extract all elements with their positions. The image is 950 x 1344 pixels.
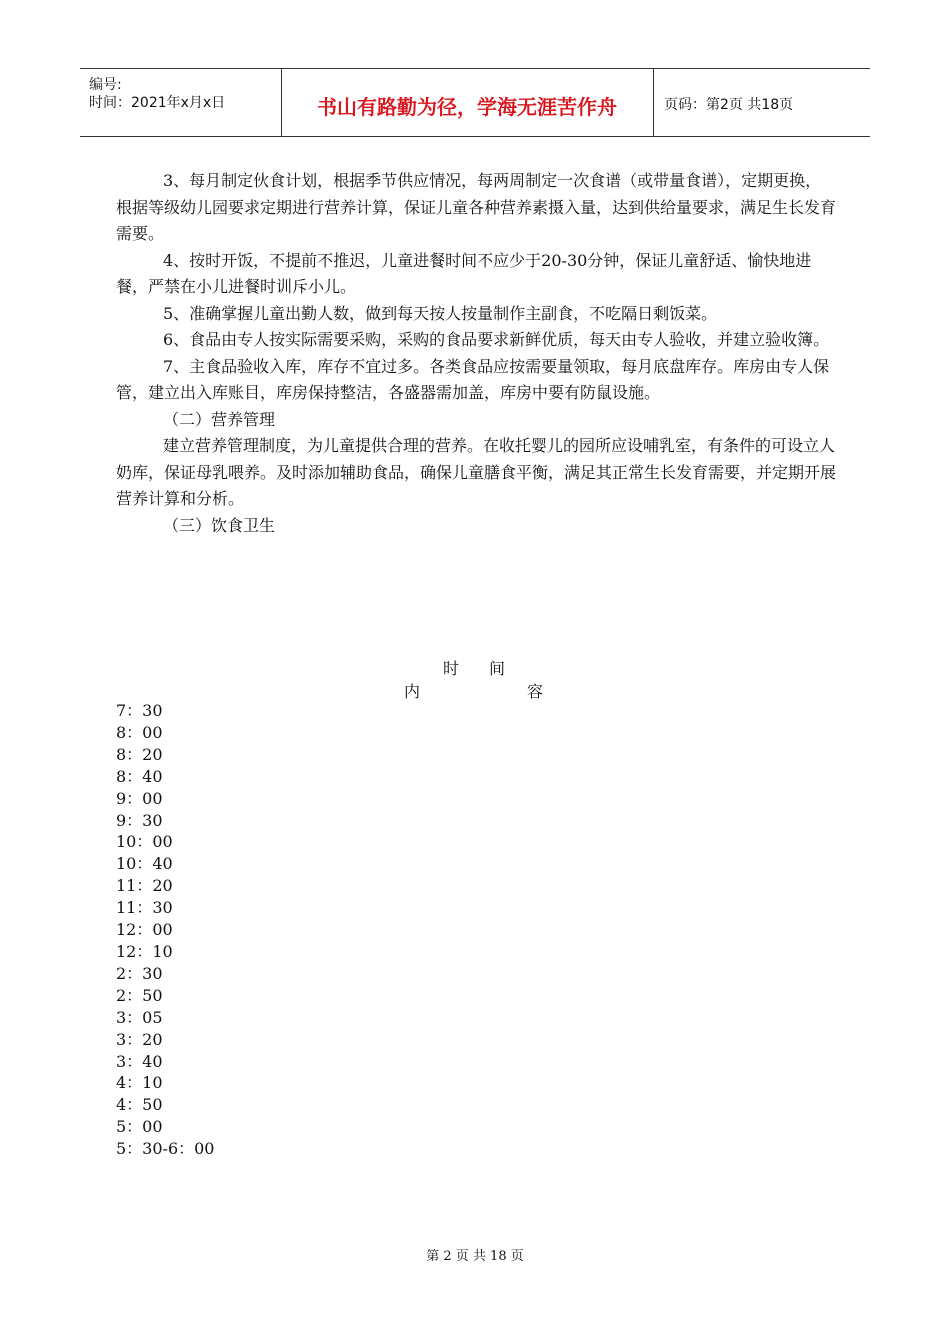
time-row: 3：20 <box>116 1029 163 1049</box>
motto: 书山有路勤为径，学海无涯苦作舟 <box>317 95 617 119</box>
paragraph-5: 5、准确掌握儿童出勤人数，做到每天按人按量制作主副食，不吃隔日剩饭菜。 <box>163 303 718 323</box>
page-header <box>80 68 870 137</box>
time-row: 4：50 <box>116 1095 163 1115</box>
page-info: 页码：第2页 共18页 <box>664 97 794 113</box>
paragraph-4: 4、按时开饭，不提前不推迟，儿童进餐时间不应少于20-30分钟，保证儿童舒适、愉快地进餐，严禁在小儿进餐时训斥小儿。 <box>116 250 812 296</box>
time-row: 9：30 <box>116 810 163 830</box>
table-header-content-1: 内 <box>404 682 421 701</box>
time-list <box>116 700 215 1160</box>
time-row: 9：00 <box>116 788 163 808</box>
time-row: 8：00 <box>116 722 163 742</box>
time-row: 8：20 <box>116 744 163 764</box>
time-row: 7：30 <box>116 701 163 720</box>
number-label: 编号: <box>89 77 122 93</box>
time-row: 12：00 <box>116 920 173 940</box>
time-row: 11：20 <box>116 876 173 896</box>
time-row: 2：50 <box>116 985 163 1005</box>
date-label: 时间：2021年x月x日 <box>89 95 226 111</box>
paragraph-6: 6、食品由专人按实际需要采购，采购的食品要求新鲜优质，每天由专人验收，并建立验收簿。 <box>163 330 830 349</box>
time-row: 2：30 <box>116 963 163 983</box>
time-row: 3：40 <box>116 1051 163 1071</box>
document-body <box>116 168 836 539</box>
page-footer: 第 2 页 共 18 页 <box>426 1249 524 1264</box>
header-page-cell <box>654 69 870 136</box>
time-row: 10：40 <box>116 854 173 874</box>
section-2-text: 建立营养管理制度，为儿童提供合理的营养。在收托婴儿的园所应设哺乳室，有条件的可设立人奶库，保证母乳喂养。及时添加辅助食品，确保儿童膳食平衡，满足其正常生长发育需要，并定期开展营养计算和分析。 <box>116 436 837 508</box>
time-row: 8：40 <box>116 766 163 786</box>
time-row: 5：30-6：00 <box>116 1139 215 1159</box>
section-3-title: （三）饮食卫生 <box>163 515 276 535</box>
paragraph-3: 3、每月制定伙食计划，根据季节供应情况，每两周制定一次食谱（或带量食谱），定期更换，根据等级幼儿园要求定期进行营养计算，保证儿童各种营养素摄入量，达到供给量要求，满足生长发育需要。 <box>116 171 837 243</box>
time-row: 4：10 <box>116 1073 163 1093</box>
table-header-content <box>404 679 543 702</box>
time-row: 5：00 <box>116 1117 163 1137</box>
section-2-title: （二）营养管理 <box>163 409 276 429</box>
time-row: 10：00 <box>116 832 173 852</box>
table-header-content-2: 容 <box>527 682 544 701</box>
paragraph-7: 7、主食品验收入库，库存不宜过多。各类食品应按需要量领取，每月底盘库存。库房由专人保管，建立出入库账目，库房保持整洁，各盛器需加盖，库房中要有防鼠设施。 <box>116 356 830 402</box>
table-header-time: 时间 <box>443 659 536 678</box>
header-left-cell <box>80 69 282 136</box>
time-row: 12：10 <box>116 941 173 961</box>
time-row: 11：30 <box>116 898 173 918</box>
time-row: 3：05 <box>116 1007 163 1027</box>
header-motto-cell <box>281 69 654 136</box>
